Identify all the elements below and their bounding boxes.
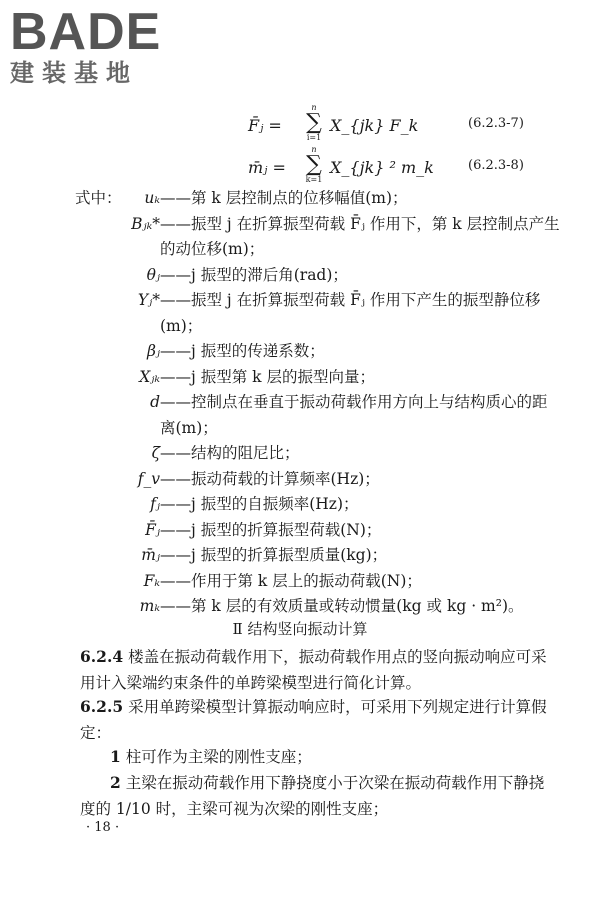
definition-row [0,339,600,365]
definition-text: ——j 振型的自振频率(Hz)； [160,495,359,513]
sum-upper-limit: n [311,103,317,112]
definition-symbol: F̄ⱼ [145,520,160,539]
definition-text: ——j 振型的滞后角(rad)； [160,265,348,284]
definition-symbol: mₖ [139,597,160,615]
definition-row [0,543,600,569]
section-title: Ⅱ 结构竖向振动计算 [232,620,368,638]
definition-row [0,594,600,620]
symbol-definitions [0,186,600,620]
definition-row [0,212,600,263]
clause-text: 采用单跨梁模型计算振动响应时，可采用下列规定进行计算假定： [80,698,547,742]
formula-rhs: X_{jk} ² m_k [330,158,434,177]
definition-row [0,492,600,518]
definition-symbol: m̄ⱼ [141,546,160,564]
sum-upper-limit: n [311,145,317,154]
definition-text: ——振型 j 在折算振型荷载 F̄ⱼ 作用下产生的振型静位移(m)； [160,291,541,335]
summation-symbol: n ∑ k=1 [302,146,326,184]
definition-text: ——振动荷载的计算频率(Hz)； [160,469,380,488]
definition-symbol: f_v [137,469,160,488]
definition-row [0,390,600,441]
item-text: 主梁在振动荷载作用下静挠度小于次梁在振动荷载作用下静挠度的 1/10 时，主梁可视为次梁的刚性支座； [80,774,545,818]
definition-row [0,569,600,595]
equation-number: (6.2.3-8) [468,158,524,173]
definition-row [0,263,600,289]
formula-rhs: X_{jk} F_k [330,116,419,135]
definition-symbol: fⱼ [150,495,160,513]
definition-row [0,441,600,467]
definition-text: ——j 振型的折算振型质量(kg)； [160,546,388,564]
formula-6-2-3-8 [230,146,560,184]
logo-wordmark: BADE [10,3,162,61]
definition-row [0,518,600,544]
summation-symbol: n ∑ i=1 [302,104,326,142]
definition-text: ——振型 j 在折算振型荷载 F̄ⱼ 作用下，第 k 层控制点产生的动位移(m)； [160,214,560,258]
sum-lower-limit: k=1 [305,175,323,184]
definition-symbol: Bⱼₖ* [131,214,160,233]
defs-lead: 式中： [75,189,122,207]
clause-6-2-5 [80,694,550,746]
definition-text: ——结构的阻尼比； [160,444,300,462]
definition-row [0,467,600,493]
definition-text: ——j 振型的传递系数； [160,342,325,360]
clause-text: 楼盖在振动荷载作用下，振动荷载作用点的竖向振动响应可采用计入梁端约束条件的单跨梁模型进行简化计算。 [80,648,547,692]
sum-lower-limit: i=1 [306,133,322,142]
item-2 [80,770,550,822]
clause-number: 6.2.4 [80,647,124,666]
definition-symbol: ζ [151,444,160,462]
definition-symbol: Fₖ [143,571,160,590]
definition-text: ——第 k 层控制点的位移幅值(m)； [160,189,408,207]
item-text: 柱可作为主梁的刚性支座； [125,748,312,766]
definition-row [0,186,600,212]
logo [10,3,180,88]
definition-text: ——控制点在垂直于振动荷载作用方向上与结构质心的距离(m)； [160,393,548,437]
definition-symbol: d [150,393,160,411]
formula-lhs: F̄ⱼ = [248,116,282,135]
formula-lhs: m̄ⱼ = [248,158,286,177]
definition-text: ——作用于第 k 层上的振动荷载(N)； [160,571,422,590]
logo-subtitle: 建装基地 [10,59,138,87]
item-number: 1 [110,747,121,766]
page-number: · 18 · [86,820,120,835]
definition-text: ——j 振型第 k 层的振型向量； [160,367,375,386]
definition-row [0,288,600,339]
item-1 [80,744,550,770]
definition-symbol: βⱼ [146,342,160,360]
definition-row [0,365,600,391]
clause-6-2-4 [80,644,550,696]
clause-number: 6.2.5 [80,697,124,716]
definition-symbol: Yⱼ* [137,291,160,309]
formula-6-2-3-7 [230,104,560,142]
equation-number: (6.2.3-7) [468,116,524,131]
item-number: 2 [110,773,121,792]
definition-text: ——第 k 层的有效质量或转动惯量(kg 或 kg · m²)。 [160,597,524,615]
definition-symbol: uₖ [144,189,160,207]
definition-text: ——j 振型的折算振型荷载(N)； [160,520,382,539]
definition-symbol: θⱼ [146,265,160,284]
definition-symbol: Xⱼₖ [139,367,160,386]
